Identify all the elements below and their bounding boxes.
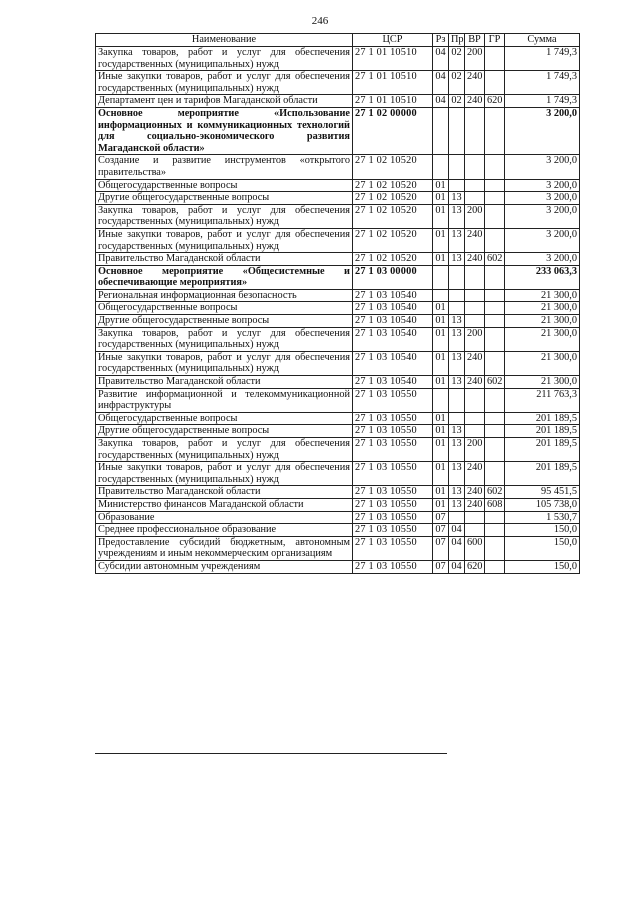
cell-gr	[485, 107, 505, 154]
cell-sum: 3 200,0	[505, 107, 580, 154]
table-row	[96, 107, 580, 154]
cell-pr	[449, 107, 465, 154]
table-body	[96, 47, 580, 574]
cell-sum: 3 200,0	[505, 228, 580, 252]
cell-vr	[465, 315, 485, 328]
cell-rz: 01	[433, 179, 449, 192]
cell-rz	[433, 289, 449, 302]
cell-name: Другие общегосударственные вопросы	[96, 315, 353, 328]
cell-vr: 200	[465, 438, 485, 462]
cell-sum: 95 451,5	[505, 486, 580, 499]
cell-sum: 21 300,0	[505, 289, 580, 302]
cell-sum: 233 063,3	[505, 265, 580, 289]
header-sum: Сумма	[505, 34, 580, 47]
cell-csr: 27 1 02 10520	[353, 179, 433, 192]
cell-gr: 602	[485, 376, 505, 389]
cell-pr: 13	[449, 327, 465, 351]
cell-sum: 201 189,5	[505, 438, 580, 462]
cell-csr: 27 1 03 10550	[353, 425, 433, 438]
table-row	[96, 462, 580, 486]
cell-vr: 240	[465, 376, 485, 389]
cell-name: Общегосударственные вопросы	[96, 179, 353, 192]
cell-csr: 27 1 02 10520	[353, 155, 433, 179]
cell-vr: 240	[465, 253, 485, 266]
cell-sum: 1 530,7	[505, 511, 580, 524]
cell-rz: 07	[433, 536, 449, 560]
cell-pr	[449, 265, 465, 289]
cell-pr: 04	[449, 524, 465, 537]
table-row	[96, 265, 580, 289]
cell-gr	[485, 315, 505, 328]
cell-sum: 150,0	[505, 524, 580, 537]
table-row	[96, 192, 580, 205]
cell-name: Иные закупки товаров, работ и услуг для обеспечения государственных (муниципальных) нужд	[96, 351, 353, 375]
cell-name: Закупка товаров, работ и услуг для обеспечения государственных (муниципальных) нужд	[96, 47, 353, 71]
cell-pr: 13	[449, 192, 465, 205]
table-row	[96, 351, 580, 375]
cell-sum: 3 200,0	[505, 253, 580, 266]
cell-csr: 27 1 03 10550	[353, 498, 433, 511]
cell-csr: 27 1 02 10520	[353, 192, 433, 205]
cell-sum: 201 189,5	[505, 462, 580, 486]
cell-name: Правительство Магаданской области	[96, 486, 353, 499]
cell-rz: 01	[433, 228, 449, 252]
cell-rz: 01	[433, 412, 449, 425]
cell-rz: 01	[433, 462, 449, 486]
cell-rz: 04	[433, 95, 449, 108]
cell-sum: 3 200,0	[505, 155, 580, 179]
cell-rz: 07	[433, 560, 449, 573]
cell-name: Основное мероприятие «Использование информационных и коммуникационных технологий для социально-экономического развития Магаданской области»	[96, 107, 353, 154]
cell-pr: 13	[449, 253, 465, 266]
cell-sum: 1 749,3	[505, 47, 580, 71]
cell-sum: 1 749,3	[505, 95, 580, 108]
cell-gr	[485, 265, 505, 289]
cell-pr: 13	[449, 425, 465, 438]
cell-name: Основное мероприятие «Общесистемные и обеспечивающие мероприятия»	[96, 265, 353, 289]
cell-rz: 01	[433, 204, 449, 228]
cell-csr: 27 1 03 10540	[353, 302, 433, 315]
cell-sum: 211 763,3	[505, 388, 580, 412]
cell-vr: 240	[465, 351, 485, 375]
cell-name: Департамент цен и тарифов Магаданской области	[96, 95, 353, 108]
cell-vr: 600	[465, 536, 485, 560]
cell-rz: 01	[433, 376, 449, 389]
cell-name: Создание и развитие инструментов «открытого правительства»	[96, 155, 353, 179]
header-csr: ЦСР	[353, 34, 433, 47]
cell-rz: 01	[433, 253, 449, 266]
cell-csr: 27 1 03 10550	[353, 438, 433, 462]
cell-gr: 602	[485, 486, 505, 499]
cell-name: Образование	[96, 511, 353, 524]
table-row	[96, 536, 580, 560]
cell-csr: 27 1 03 10550	[353, 524, 433, 537]
cell-sum: 150,0	[505, 560, 580, 573]
cell-name: Региональная информационная безопасность	[96, 289, 353, 302]
header-pr: Пр	[449, 34, 465, 47]
table-row	[96, 511, 580, 524]
cell-csr: 27 1 02 10520	[353, 228, 433, 252]
cell-pr	[449, 388, 465, 412]
cell-rz: 04	[433, 71, 449, 95]
cell-name: Закупка товаров, работ и услуг для обеспечения государственных (муниципальных) нужд	[96, 438, 353, 462]
cell-gr	[485, 438, 505, 462]
cell-vr: 620	[465, 560, 485, 573]
table-row	[96, 204, 580, 228]
cell-vr	[465, 511, 485, 524]
cell-gr	[485, 511, 505, 524]
header-row	[96, 34, 580, 47]
cell-pr	[449, 289, 465, 302]
cell-gr	[485, 47, 505, 71]
table-row	[96, 376, 580, 389]
cell-rz: 01	[433, 302, 449, 315]
cell-rz: 01	[433, 438, 449, 462]
cell-gr: 620	[485, 95, 505, 108]
cell-rz: 01	[433, 315, 449, 328]
table-row	[96, 228, 580, 252]
cell-name: Другие общегосударственные вопросы	[96, 192, 353, 205]
cell-pr: 13	[449, 315, 465, 328]
cell-rz: 07	[433, 511, 449, 524]
cell-gr	[485, 351, 505, 375]
cell-csr: 27 1 03 10540	[353, 351, 433, 375]
cell-vr: 240	[465, 498, 485, 511]
cell-csr: 27 1 03 10540	[353, 376, 433, 389]
cell-csr: 27 1 03 10550	[353, 388, 433, 412]
cell-vr: 240	[465, 71, 485, 95]
table-row	[96, 327, 580, 351]
cell-name: Закупка товаров, работ и услуг для обеспечения государственных (муниципальных) нужд	[96, 327, 353, 351]
cell-name: Субсидии автономным учреждениям	[96, 560, 353, 573]
cell-pr: 13	[449, 486, 465, 499]
table-row	[96, 253, 580, 266]
cell-pr: 13	[449, 228, 465, 252]
cell-pr: 13	[449, 351, 465, 375]
cell-vr: 200	[465, 204, 485, 228]
header-rz: Рз	[433, 34, 449, 47]
cell-vr	[465, 179, 485, 192]
table-row	[96, 179, 580, 192]
cell-vr: 240	[465, 486, 485, 499]
cell-name: Правительство Магаданской области	[96, 253, 353, 266]
cell-sum: 105 738,0	[505, 498, 580, 511]
cell-pr	[449, 412, 465, 425]
cell-vr	[465, 425, 485, 438]
cell-name: Иные закупки товаров, работ и услуг для обеспечения государственных (муниципальных) нужд	[96, 228, 353, 252]
cell-rz	[433, 107, 449, 154]
cell-name: Иные закупки товаров, работ и услуг для обеспечения государственных (муниципальных) нужд	[96, 71, 353, 95]
table-row	[96, 155, 580, 179]
cell-vr	[465, 155, 485, 179]
cell-gr	[485, 524, 505, 537]
cell-vr	[465, 265, 485, 289]
cell-name: Другие общегосударственные вопросы	[96, 425, 353, 438]
cell-rz: 01	[433, 192, 449, 205]
table-row	[96, 412, 580, 425]
cell-vr: 200	[465, 327, 485, 351]
table-row	[96, 315, 580, 328]
cell-rz: 07	[433, 524, 449, 537]
cell-gr	[485, 71, 505, 95]
cell-sum: 21 300,0	[505, 302, 580, 315]
cell-sum: 3 200,0	[505, 179, 580, 192]
cell-name: Правительство Магаданской области	[96, 376, 353, 389]
cell-pr: 04	[449, 560, 465, 573]
cell-pr	[449, 155, 465, 179]
cell-vr	[465, 524, 485, 537]
cell-pr: 02	[449, 95, 465, 108]
table-row	[96, 486, 580, 499]
cell-csr: 27 1 02 10520	[353, 253, 433, 266]
cell-gr	[485, 327, 505, 351]
cell-pr: 02	[449, 47, 465, 71]
cell-gr	[485, 204, 505, 228]
cell-gr	[485, 289, 505, 302]
cell-gr	[485, 179, 505, 192]
cell-sum: 21 300,0	[505, 327, 580, 351]
cell-csr: 27 1 02 00000	[353, 107, 433, 154]
page-number: 246	[311, 15, 329, 27]
table-row	[96, 438, 580, 462]
cell-vr	[465, 388, 485, 412]
cell-rz: 01	[433, 425, 449, 438]
cell-vr	[465, 107, 485, 154]
cell-rz: 01	[433, 486, 449, 499]
header-name: Наименование	[96, 34, 353, 47]
cell-name: Общегосударственные вопросы	[96, 302, 353, 315]
cell-gr	[485, 192, 505, 205]
cell-csr: 27 1 01 10510	[353, 71, 433, 95]
table-row	[96, 95, 580, 108]
cell-vr: 240	[465, 228, 485, 252]
header-vr: ВР	[465, 34, 485, 47]
cell-gr	[485, 462, 505, 486]
cell-csr: 27 1 03 10550	[353, 462, 433, 486]
cell-pr	[449, 179, 465, 192]
table-row	[96, 524, 580, 537]
cell-csr: 27 1 03 10540	[353, 289, 433, 302]
table-row	[96, 47, 580, 71]
cell-rz	[433, 265, 449, 289]
cell-pr	[449, 302, 465, 315]
cell-vr	[465, 412, 485, 425]
cell-gr: 608	[485, 498, 505, 511]
cell-rz: 04	[433, 47, 449, 71]
table-row	[96, 302, 580, 315]
cell-sum: 21 300,0	[505, 315, 580, 328]
cell-gr	[485, 155, 505, 179]
table-row	[96, 289, 580, 302]
cell-sum: 150,0	[505, 536, 580, 560]
cell-pr: 04	[449, 536, 465, 560]
cell-pr: 13	[449, 438, 465, 462]
cell-csr: 27 1 03 10550	[353, 486, 433, 499]
cell-csr: 27 1 03 10540	[353, 315, 433, 328]
cell-csr: 27 1 01 10510	[353, 95, 433, 108]
cell-gr	[485, 536, 505, 560]
cell-gr	[485, 560, 505, 573]
cell-sum: 201 189,5	[505, 412, 580, 425]
cell-vr: 240	[465, 95, 485, 108]
cell-name: Закупка товаров, работ и услуг для обеспечения государственных (муниципальных) нужд	[96, 204, 353, 228]
cell-gr	[485, 228, 505, 252]
cell-vr: 240	[465, 462, 485, 486]
cell-name: Общегосударственные вопросы	[96, 412, 353, 425]
cell-vr	[465, 192, 485, 205]
cell-sum: 3 200,0	[505, 204, 580, 228]
cell-sum: 21 300,0	[505, 376, 580, 389]
budget-table	[95, 33, 580, 574]
cell-pr	[449, 511, 465, 524]
table-row	[96, 388, 580, 412]
cell-name: Иные закупки товаров, работ и услуг для обеспечения государственных (муниципальных) нужд	[96, 462, 353, 486]
cell-vr: 200	[465, 47, 485, 71]
cell-csr: 27 1 03 10550	[353, 511, 433, 524]
cell-pr: 13	[449, 498, 465, 511]
cell-sum: 1 749,3	[505, 71, 580, 95]
table-row	[96, 560, 580, 573]
cell-gr	[485, 302, 505, 315]
cell-csr: 27 1 02 10520	[353, 204, 433, 228]
footer-rule	[95, 753, 447, 754]
header-gr: ГР	[485, 34, 505, 47]
cell-gr	[485, 388, 505, 412]
cell-pr: 13	[449, 462, 465, 486]
cell-csr: 27 1 03 00000	[353, 265, 433, 289]
cell-rz: 01	[433, 327, 449, 351]
table-row	[96, 498, 580, 511]
cell-csr: 27 1 03 10540	[353, 327, 433, 351]
cell-rz	[433, 388, 449, 412]
table-row	[96, 425, 580, 438]
cell-pr: 13	[449, 376, 465, 389]
table-row	[96, 71, 580, 95]
cell-sum: 3 200,0	[505, 192, 580, 205]
cell-gr	[485, 425, 505, 438]
cell-pr: 02	[449, 71, 465, 95]
cell-csr: 27 1 03 10550	[353, 412, 433, 425]
cell-csr: 27 1 01 10510	[353, 47, 433, 71]
cell-csr: 27 1 03 10550	[353, 536, 433, 560]
cell-name: Развитие информационной и телекоммуникационной инфраструктуры	[96, 388, 353, 412]
cell-csr: 27 1 03 10550	[353, 560, 433, 573]
cell-sum: 201 189,5	[505, 425, 580, 438]
cell-name: Министерство финансов Магаданской области	[96, 498, 353, 511]
cell-pr: 13	[449, 204, 465, 228]
cell-gr: 602	[485, 253, 505, 266]
cell-name: Среднее профессиональное образование	[96, 524, 353, 537]
cell-rz: 01	[433, 351, 449, 375]
cell-rz: 01	[433, 498, 449, 511]
cell-vr	[465, 302, 485, 315]
cell-name: Предоставление субсидий бюджетным, автономным учреждениям и иным некоммерческим организациям	[96, 536, 353, 560]
cell-vr	[465, 289, 485, 302]
cell-sum: 21 300,0	[505, 351, 580, 375]
cell-gr	[485, 412, 505, 425]
cell-rz	[433, 155, 449, 179]
